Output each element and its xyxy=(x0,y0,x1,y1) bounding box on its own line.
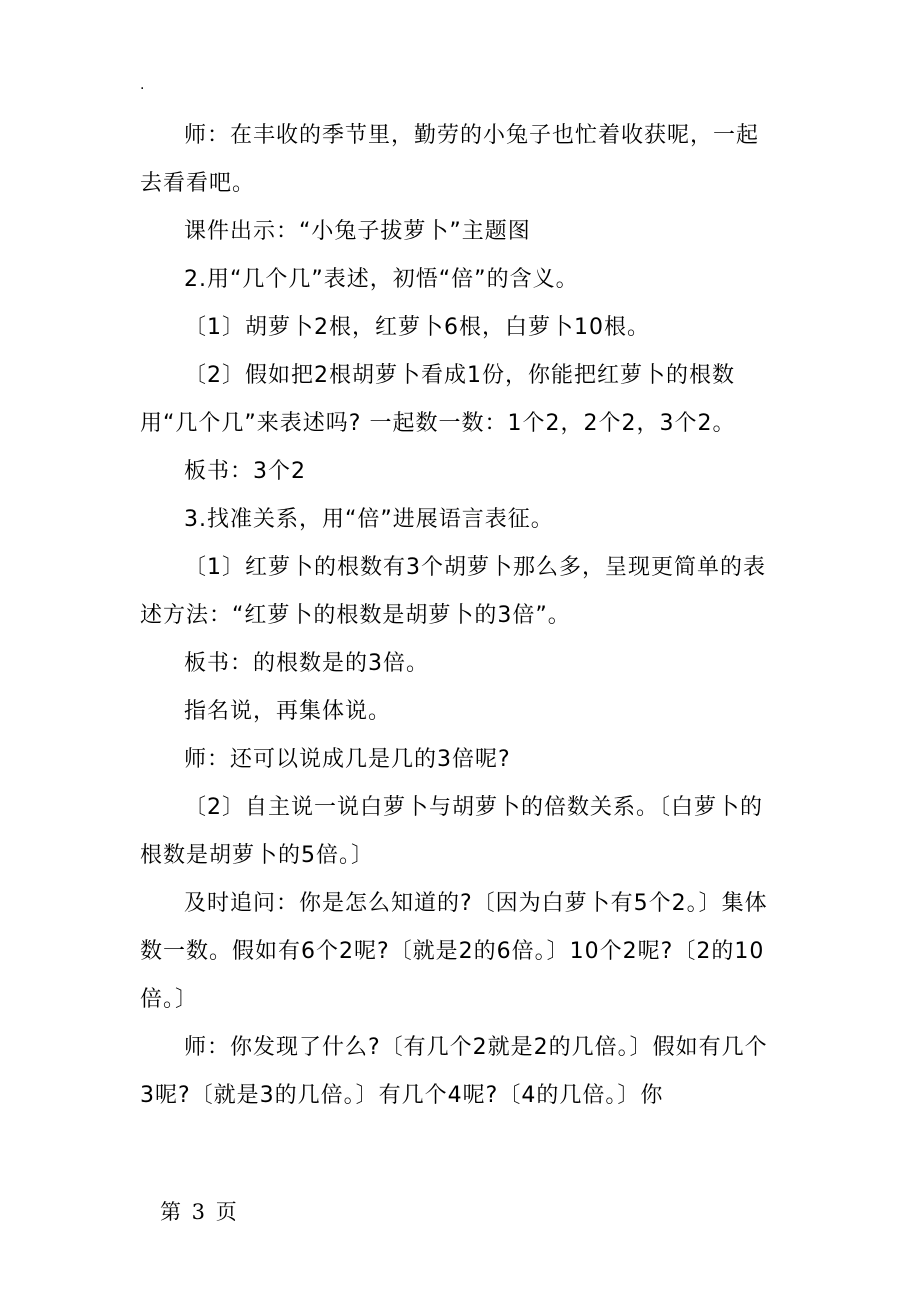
paragraph-board-1: 板书：3个2 xyxy=(184,459,306,484)
page-number: 第 3 页 xyxy=(160,1200,239,1224)
paragraph-teacher-question: 师：还可以说成几是几的3倍呢? xyxy=(184,747,511,772)
paragraph-follow-up: 及时追问：你是怎么知道的?〔因为白萝卜有5个2。〕集体数一数。假如有6个2呢?〔就是2的6倍。〕10个2呢?〔2的10倍。〕 xyxy=(140,891,768,1012)
paragraph-2-2: 〔2〕假如把2根胡萝卜看成1份，你能把红萝卜的根数用“几个几”来表述吗? 一起数一数：1个2，2个2，3个2。 xyxy=(140,363,736,436)
page-marker: . xyxy=(140,77,145,93)
paragraph-step-3: 3.找准关系，用“倍”进展语言表征。 xyxy=(184,507,554,532)
paragraph-step-2: 2.用“几个几”表述，初悟“倍”的含义。 xyxy=(184,267,579,292)
paragraph-teacher-discovery: 师：你发现了什么?〔有几个2就是2的几倍。〕假如有几个3呢?〔就是3的几倍。〕有几个4呢?〔4的几倍。〕你 xyxy=(140,1035,768,1108)
paragraph-3-2: 〔2〕自主说一说白萝卜与胡萝卜的倍数关系。〔白萝卜的根数是胡萝卜的5倍。〕 xyxy=(140,795,763,868)
paragraph-courseware: 课件出示：“小兔子拔萝卜”主题图 xyxy=(184,219,531,244)
paragraph-2-1: 〔1〕胡萝卜2根，红萝卜6根，白萝卜10根。 xyxy=(184,315,650,340)
paragraph-name-call: 指名说，再集体说。 xyxy=(184,699,392,724)
document-body xyxy=(140,112,780,1120)
paragraph-board-2: 板书：的根数是的3倍。 xyxy=(184,651,429,676)
paragraph-teacher-intro: 师：在丰收的季节里，勤劳的小兔子也忙着收获呢，一起去看看吧。 xyxy=(140,123,760,196)
paragraph-3-1: 〔1〕红萝卜的根数有3个胡萝卜那么多，呈现更简单的表述方法：“红萝卜的根数是胡萝卜的3倍”。 xyxy=(140,555,766,628)
